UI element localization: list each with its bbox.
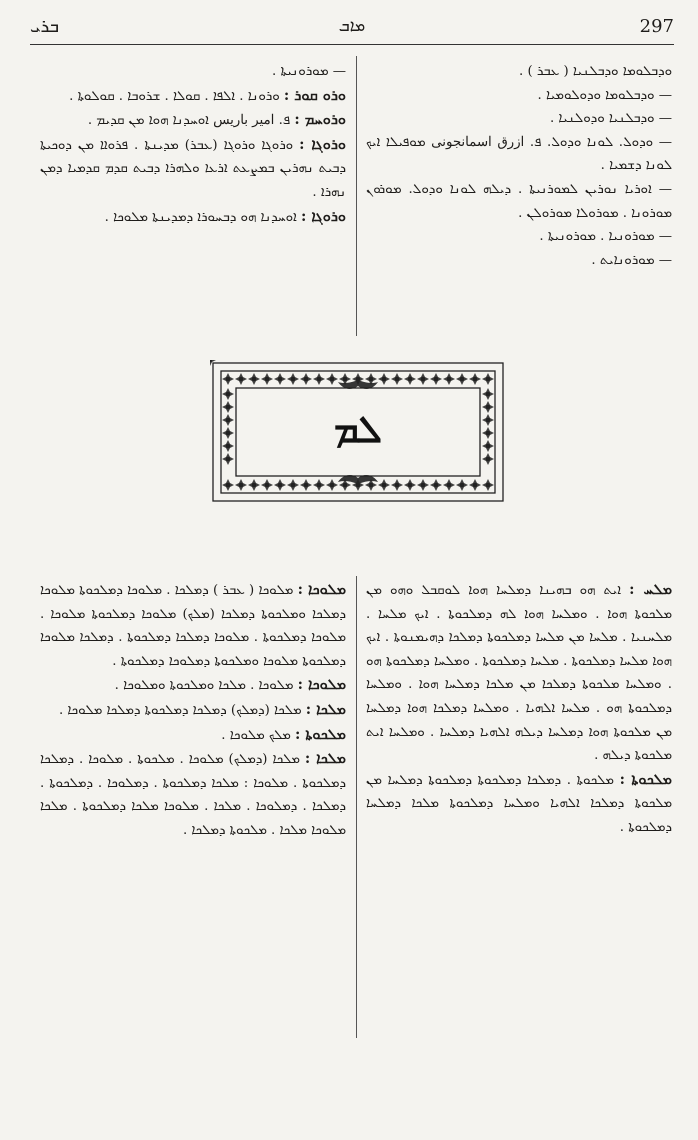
running-head-left: ܒܪܝ [30,16,60,37]
page-number: 297 [639,16,674,37]
headword: ܘܪܘܚܡ : [294,111,346,129]
headword: ܡܠܚ : [629,581,673,598]
definition: ܐܝܬ ܗܘ ܒܗܝܢܐ ܕܡܠܚܐ ܗܘܐ ܠܘܩܒܠ ܘܗܘ ܡܢ ܡܠܟܘܬܐ ܗܘܐ . ܘܡܠܚܐ ܗܘܐ ܠܗ ܕܡܠܟܘܬܐ . ܐܝܟ ܡܠܚܐ . ܡܠܚܢܝܐ . ܡܠܚܐ ܡܢ ܡܠܚܐ ܕܡܠܟܘܬܐ ܕܡܠܟܐ ܕܗܝܡܢܘܬܐ . ܐܝܟ ܗܘܐ ܡܠܚܐ ܕܡܠܟܘܬܐ . ܡܠܚܐ ܕܡܠܟܘܬܐ . ܘܡܠܚܐ ܕܡܠܟܘܬܐ ܗܘ . ܘܡܠܚܐ ܡܠܟܘܬܐ ܕܡܠܟܐ ܡܢ ܡܠܟܐ ܕܡܠܚܐ ܗܘܐ . ܘܡܠܚܐ ܕܡܠܟܘܬܐ ܗܘ . ܡܠܚܐ ܐܠܗܝܐ . ܘܡܠܚܐ ܕܡܠܟܐ ܗܘܐ ܕܡܠܚܐ ܡܢ ܡܠܟܘܬܐ ܗܘܐ ܕܡܠܚܐ ܕܝܠܗ ܐܠܗܝܐ ܕܡܠܚܐ . ܘܡܠܚܐ ܐܝܬ ܡܠܟܘܬܐ ܕܝܠܗ . [366,583,672,764]
headword: ܡܠܟܐ : [305,700,346,718]
column-top-right [366,60,672,272]
definition: ܘܪܘܓܐ ܘܪܘܓܐ (ܥܒܪ) ܡܕܝܢܬܐ . ܦܪܘܐܐ ܡܢ ܕܘܟܝܬܐ ܕܒܝܬ ܢܗܪܝܢ ܒܡܨܥܬ ܐܪܥܐ ܘܠܗܪܐ ܕܒܝܬ ܩܕܡ ܩܕܡܝܐ ܕܡܢ ܢܗܪܐ . [40,137,346,200]
headword: ܘܪܘܓܐ : [299,135,347,153]
definition: ܡܠܟܐ (ܕܡܠܟ) ܕܡܠܟܐ ܕܡܠܟܘܬܐ ܕܡܠܟܐ ܡܠܘܟܐ . [58,702,302,718]
entry [40,108,346,133]
entry: — ܡܘܪܘܢܝܐ . ܡܘܪܘܢܝܬܐ . [539,229,672,245]
definition: ܦ. امير باريس ܐܘܚܕܢܐ ܗܘܐ ܡܢ ܩܕܝܡ . [87,113,291,129]
entry: — ܘܕܒܠܘܡܐ ܘܕܘܠܘܡܝܐ . [537,87,672,103]
entry [40,723,346,748]
column-divider-top [356,56,357,336]
entry: — ܘܕܘܠ. ܠܘܢܐ ܘܕܘܠ. ܦ. ازرق اسمانجونی ܡܘܦܝܠܐ ܐܝܟ ܠܘܢܐ ܕܫܡܝܐ . [366,134,672,174]
column-bottom-right [366,578,672,840]
headword: ܡܠܟܘܬܐ : [295,725,346,743]
definition: ܡܠܟ ܡܠܘܟܐ . [221,727,291,743]
section-letter: ܠܡ [334,406,382,451]
entry [366,768,672,840]
entry [40,578,346,673]
definition: ܐܘܚܕܢܐ ܗܘ ܕܒܚܘܪܐ ܕܡܕܝܢܬܐ ܡܠܘܟܐ . [104,209,297,225]
entry: — ܡܘܪܘܢܐܝܬ . [591,252,672,268]
header-rule [30,44,674,45]
headword: ܘܪܘܓܐ : [301,207,346,225]
entry [40,133,346,205]
definition: ܡܠܘܟܐ . ܡܠܟܐ ܘܡܠܟܘܬܐ ܘܡܠܘܟܐ . [114,678,294,694]
definition: ܡܠܟܘܬܐ . ܕܡܠܟܐ ܕܡܠܟܘܬܐ ܕܡܠܟܘܬܐ ܕܡܠܚܐ ܡܢ ܡܠܟܘܬܐ ܕܡܠܟܐ ܐܠܗܝܐ ܘܡܠܚܐ ܕܡܠܟܘܬܐ ܡܠܟܐ ܕܡܠܚܐ ܕܡܠܟܘܬܐ . [366,772,672,835]
headword: ܘܪܘ ܩܘܪ : [283,86,346,104]
headword: ܡܠܘܟܐ : [297,581,346,598]
headword: ܡܠܟܐ : [304,750,346,768]
definition: ܘܪܘܢܐ . ܐܠܦܐ . ܩܘܠܐ . ܫܪܘܒܐ . ܩܘܠܘܬܐ . [69,88,280,104]
page-header [30,14,674,40]
column-top-left [40,60,346,229]
entry: ܘܕܒܠܘܡܐ ܘܕܒܠܢܝܐ ( ܥܒܪ ) . [518,64,672,79]
headword: ܡܠܘܟܐ : [297,676,346,694]
entry [366,578,672,768]
running-head-center: ܡܐܒ [338,16,366,35]
definition: ܡܠܟܐ (ܕܡܠܟ) ܡܠܘܟܐ . ܡܠܟܘܬܐ . ܡܠܘܟܐ . ܕܡܠܟܐ ܕܡܠܟܘܬܐ . ܡܠܘܟܐ : ܡܠܟܐ ܕܡܠܟܘܬܐ . ܕܡܠܘܟܐ . ܕܡܠܟܘܬܐ . ܕܡܠܟܐ . ܕܡܠܘܟܐ . ܡܠܟܐ . ܡܠܘܟܐ ܡܠܟܐ ܕܡܠܟܘܬܐ . ܡܠܟܐ ܡܠܘܟܐ ܡܠܟܐ . ܡܠܟܘܬܐ ܕܡܠܟܐ . [40,752,346,838]
column-divider-bottom [356,576,357,1038]
section-ornament [210,360,506,504]
entry [40,747,346,842]
headword: ܡܠܟܘܬܐ : [619,770,672,788]
entry [40,673,346,698]
entry: — ܡܘܪܘܢܝܬܐ . [271,64,346,79]
entry [40,698,346,723]
entry: — ܐܘܪܝܐ ܢܘܪܝܢ ܠܡܘܪܢܝܬܐ . ܕܝܠܗ ܠܘܢܐ ܘܕܘܠ. ܡܘܪܘܢ ܡܘܪܘܢܐ . ܡܘܪܘܠܐ ܡܘܪܘܠܢ . [366,181,672,221]
entry [40,84,346,109]
entry [40,205,346,230]
definition: ܡܠܘܟܐ ( ܥܒܪ ) ܕܡܠܟܐ . ܡܠܘܟܐ ܕܡܠܟܘܬܐ ܡܠܘܟܐ ܕܡܠܟܐ ܘܡܠܟܘܬܐ ܕܡܠܟܐ (ܡܠܟ) ܡܠܘܟܐ ܕܡܠܟܘܬܐ ܡܠܘܟܐ . ܡܠܘܟܐ ܕܡܠܟܘܬܐ . ܡܠܘܟܐ ܕܡܠܟܐ ܕܡܠܟܘܬܐ . ܕܡܠܟܐ ܡܠܘܟܐ ܕܡܠܟܘܬܐ ܡܠܘܟܐ ܘܡܠܟܘܬܐ ܕܡܠܘܟܐ ܕܡܠܟܘܬܐ . [40,583,346,669]
column-bottom-left [40,578,346,843]
entry: — ܘܕܒܠܢܝܐ ܘܕܘܠܢܝܐ . [549,111,672,127]
